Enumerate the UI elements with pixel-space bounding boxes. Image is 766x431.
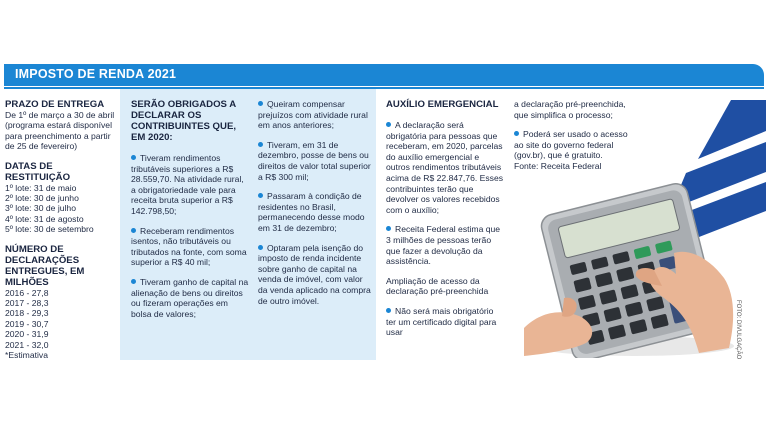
declaracoes-block (5, 244, 119, 361)
restituicao-heading: DATAS DE RESTITUIÇÃO (5, 160, 71, 183)
obrigados-item (131, 277, 249, 319)
restituicao-item: 5º lote: 30 de setembro (5, 224, 94, 235)
prazo-heading: PRAZO DE ENTREGA (5, 99, 105, 110)
prazo-block (5, 99, 119, 152)
bullet-icon (386, 122, 391, 127)
obrigados-item-text: Optaram pela isenção do imposto de renda incidente sobre ganho de capital na venda de imóvel, com valor da venda aplicado na compra de outro imóvel. (258, 242, 371, 306)
obrigados-item (258, 140, 373, 182)
auxilio-item-text: Receita Federal estima que 3 milhões de pessoas terão que fazer a devolução da assistência. (386, 224, 501, 267)
obrigados-item-text: Tiveram rendimentos tributáveis superiores a R$ 28.559,70. Na atividade rural, a obrigatoriedade vale para receita bruta superior a R$ 142.798,50; (131, 153, 244, 216)
obrigados-item (131, 153, 249, 217)
auxilio-item (514, 129, 632, 171)
calculator-illustration (524, 178, 739, 358)
declaracoes-item: 2017 - 28,3 (5, 298, 49, 309)
obrigados-item-text: Tiveram ganho de capital na alienação de bens ou direitos ou fizeram operações em bolsa de valores; (131, 276, 249, 319)
obrigados-column-2 (258, 99, 373, 315)
restituicao-block (5, 161, 119, 235)
auxilio-item-text: Não será mais obrigatório ter um certificado digital para usar (386, 305, 497, 338)
auxilio-column-2 (514, 99, 632, 181)
obrigados-item (258, 191, 373, 233)
bullet-icon (131, 155, 136, 160)
bullet-icon (131, 228, 136, 233)
bullet-icon (386, 226, 391, 231)
obrigados-heading: SERÃO OBRIGADOS A DECLARAR OS CONTRIBUINTES QUE, EM 2020: (131, 99, 237, 143)
auxilio-item-text: Poderá ser usado o acesso ao site do governo federal (gov.br), que é gratuito. (514, 129, 628, 161)
obrigados-item-text: Passaram à condição de residentes no Brasil, permanecendo desse modo em 31 de dezembro; (258, 191, 365, 233)
auxilio-plain-text: Ampliação de acesso da declaração pré-preenchida (386, 275, 489, 297)
auxilio-column (386, 99, 504, 347)
auxilio-item (386, 306, 504, 338)
declaracoes-item: 2019 - 30,7 (5, 318, 49, 329)
auxilio-item-text: A declaração será obrigatória para pessoas que receberam, em 2020, parcelas do auxílio emergencial e outros rendimentos tributáveis acima de R$ 22.847,76. Esses contribuintes terão que devolver os valores recebidos com o auxílio; (386, 120, 504, 215)
restituicao-item: 2º lote: 30 de junho (5, 193, 79, 204)
bullet-icon (258, 101, 263, 106)
declaracoes-heading: NÚMERO DE DECLARAÇÕES ENTREGUES, EM MILHÕES (5, 243, 85, 288)
bullet-icon (258, 245, 263, 250)
bullet-icon (258, 193, 263, 198)
auxilio-item (386, 224, 504, 266)
auxilio-continued-text: a declaração pré-preenchida, que simplifica o processo; (514, 99, 626, 120)
auxilio-heading: AUXÍLIO EMERGENCIAL (386, 99, 499, 110)
title-bar (4, 64, 764, 86)
declaracoes-item: 2021 - 32,0 (5, 339, 49, 350)
source-text: Fonte: Receita Federal (514, 160, 602, 171)
left-column (5, 99, 119, 370)
auxilio-item (386, 120, 504, 215)
obrigados-column-1 (131, 99, 249, 328)
declaracoes-item: 2018 - 29,3 (5, 308, 49, 319)
declaracoes-note: *Estimativa (5, 350, 48, 361)
obrigados-item (258, 243, 373, 307)
declaracoes-item: 2020 - 31,9 (5, 329, 49, 340)
restituicao-item: 4º lote: 31 de agosto (5, 213, 84, 224)
bullet-icon (258, 142, 263, 147)
restituicao-item: 1º lote: 31 de maio (5, 182, 77, 193)
declaracoes-item: 2016 - 27,8 (5, 287, 49, 298)
photo-credit: FOTO: DIVULGAÇÃO (735, 300, 741, 360)
obrigados-item (258, 99, 373, 131)
bullet-icon (514, 131, 519, 136)
obrigados-item-text: Tiveram, em 31 de dezembro, posse de bens ou direitos de valor total superior a R$ 300 mil; (258, 139, 371, 182)
bullet-icon (386, 308, 391, 313)
bullet-icon (131, 279, 136, 284)
obrigados-item-text: Receberam rendimentos isentos, não tributáveis ou tributados na fonte, com soma superior a R$ 40 mil; (131, 225, 247, 268)
prazo-text: De 1º de março a 30 de abril (programa estará disponível para preenchimento a partir de 25 de fevereiro) (5, 110, 115, 152)
obrigados-item-text: Queiram compensar prejuízos com atividade rural em anos anteriores; (258, 99, 368, 131)
obrigados-item (131, 226, 249, 268)
infographic-title: IMPOSTO DE RENDA 2021 (15, 67, 177, 81)
title-underline (4, 87, 764, 89)
restituicao-item: 3º lote: 30 de julho (5, 203, 76, 214)
